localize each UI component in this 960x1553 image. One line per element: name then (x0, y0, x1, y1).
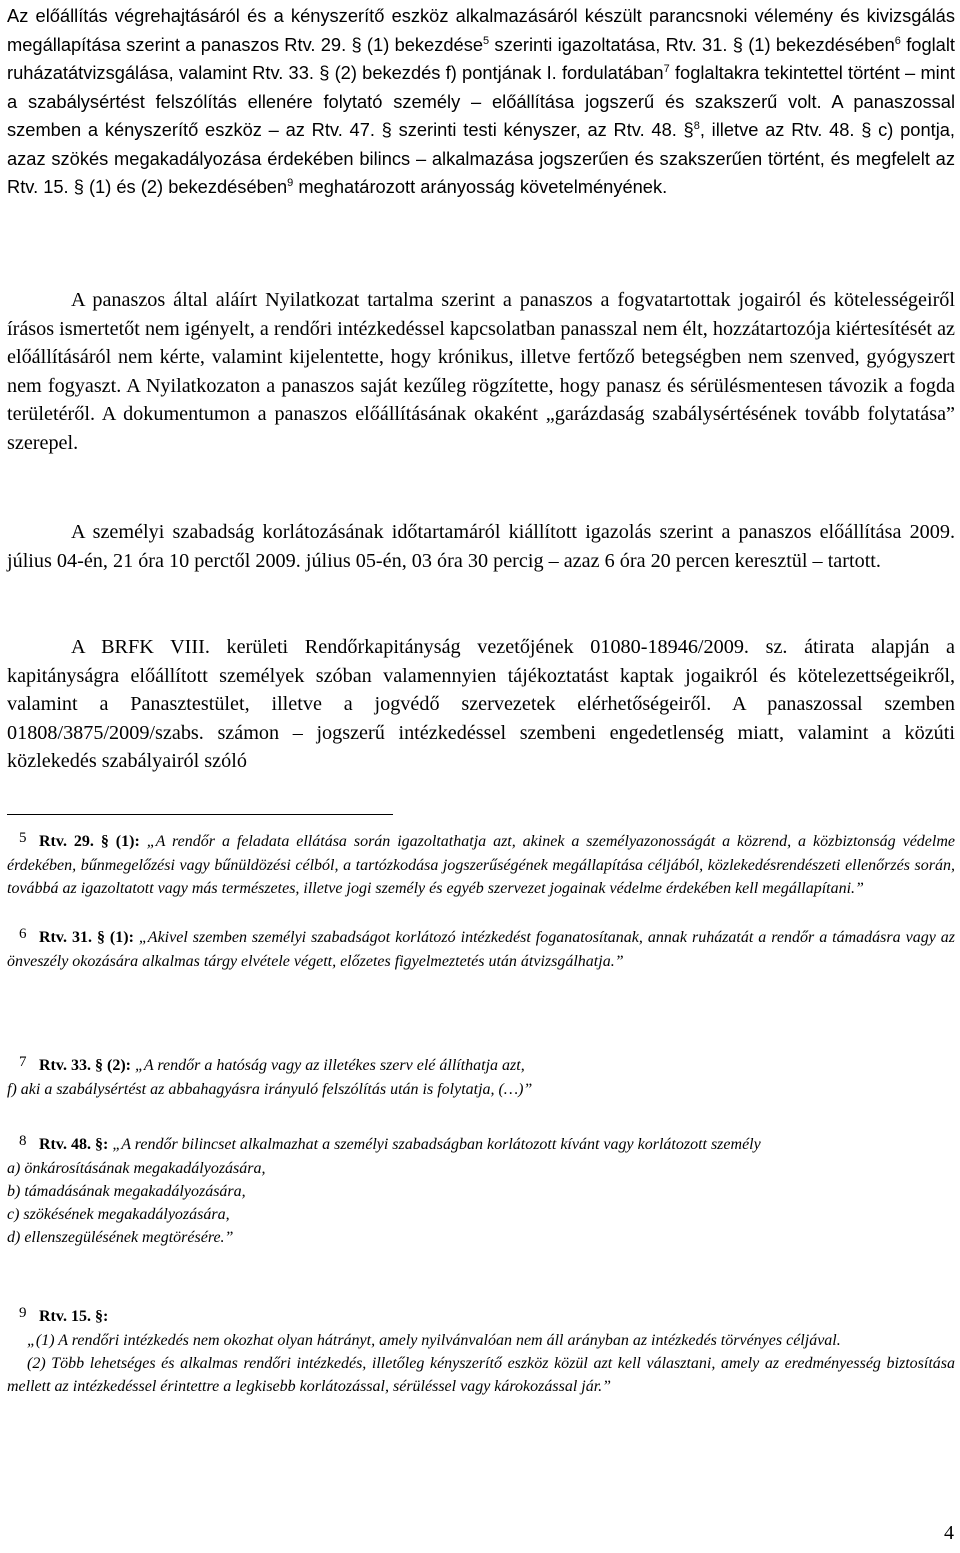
footnote-ref-9[interactable]: 9 (287, 176, 294, 189)
footnote-text: f) aki a szabálysértést az abbahagyásra irányuló felszólítás után is folytatja, (…)” (7, 1081, 533, 1098)
footnote-ref-8[interactable]: 8 (693, 119, 700, 132)
footnote-9 (7, 1305, 955, 1398)
footnote-text: „A rendőr a hatóság vagy az illetékes szerv elé állíthatja azt, (130, 1057, 525, 1074)
footnote-item: d) ellenszegülésének megtörésére.” (7, 1229, 234, 1246)
footnote-item: „(1) A rendőri intézkedés nem okozhat olyan hátrányt, amely nyilvánvalóan nem áll arányban az intézkedés törvényes céljával. (27, 1332, 841, 1349)
footnote-ref: Rtv. 48. §: (39, 1136, 109, 1153)
footnote-ref-7[interactable]: 7 (663, 62, 670, 75)
footnote-8 (7, 1133, 955, 1249)
footnote-mark: 9 (19, 1305, 27, 1321)
footnote-text: „A rendőr a feladata ellátása során igazoltathatja azt, akinek a személyazonosságát a közrend, a közbiztonság védelme érdekében, bűnmegelőzési vagy bűnüldözési célból, a tartózkodása jogszerűségének megállapítása céljából, közlekedésrendészeti ellenőrzés során, továbbá az igazoltatott vagy más természetes, illetve jogi személy és egyéb szervezet jogainak védelme érdekében kell megállapítani.” (7, 833, 955, 897)
footnote-separator (7, 814, 393, 815)
footnote-item: (2) Több lehetséges és alkalmas rendőri intézkedés, illetőleg kényszerítő eszköz közül azt kell választani, amely az eredményesség biztosítása mellett az intézkedéssel érintettre a legkisebb korlátozással, sérüléssel vagy károkozással jár.” (7, 1355, 955, 1395)
footnote-ref: Rtv. 33. § (2): (39, 1057, 131, 1074)
paragraph-declaration: A panaszos által aláírt Nyilatkozat tartalma szerint a panaszos a fogvatartottak jogairól és kötelességeiről írásos ismertetőt nem igényelt, a rendőri intézkedéssel kapcsolatban panasszal nem élt, hozzátartozója kiértesítését az előállításáról nem kérte, valamint kijelentette, hogy krónikus, illetve fertőző betegségben nem szenved, gyógyszert nem fogyaszt. A Nyilatkozaton a panaszos saját kezűleg rögzítette, hogy panasz és sérülésmentesen távozik a fogda területéről. A dokumentumon a panaszos előállításának okaként „garázdaság szabálysértésének tovább folytatása” szerepel. (7, 289, 955, 454)
footnote-7 (7, 1054, 955, 1101)
footnote-item: b) támadásának megakadályozására, (7, 1183, 246, 1200)
paragraph-commander-opinion: Az előállítás végrehajtásáról és a kényszerítő eszköz alkalmazásáról készült parancsnoki vélemény és kivizsgálás megállapítása szerint a panaszos Rtv. 29. § (1) bekezdése$^5$ szerinti igazoltatása, Rtv. 31. § (1) bekezdésében$^6$ foglalt ruházatátvizsgálása, valamint Rtv. 33. § (2) bekezdés f) pontjának I. fordulatában$^7$ foglaltakra tekintettel történt – mint a szabálysértést felszólítás ellenére folytató személy – előállítása jogszerű és szakszerű volt. A panaszossal szemben a kényszerítő eszköz – az Rtv. 47. § szerinti testi kényszer, az Rtv. 48. §$^8$, illetve az Rtv. 48. § c) pontja, azaz szökés megakadályozása érdekében bilincs – alkalmazása jogszerűen és szakszerűen történt, és megfelelt az Rtv. 15. § (1) és (2) bekezdésében$^9$ meghatározott arányosság követelményének. (7, 5, 955, 197)
footnote-ref-6[interactable]: 6 (894, 34, 901, 47)
footnote-mark: 6 (19, 926, 27, 942)
footnote-ref: Rtv. 31. § (1): (39, 929, 134, 946)
footnote-mark: 8 (19, 1133, 27, 1149)
paragraph-brfk-transcript: A BRFK VIII. kerületi Rendőrkapitányság vezetőjének 01080-18946/2009. sz. átirata alapján a kapitányságra előállított személyek szóban valamennyien tájékoztatást kaptak jogaikról és kötelezettségeikről, valamint a Panasztestület, illetve a jogvédő szervezetek elérhetőségeiről. A panaszossal szemben 01808/3875/2009/szabs. számon – jogszerű intézkedéssel szembeni engedetlenség miatt, valamint a közúti közlekedés szabályairól szóló (7, 636, 955, 772)
footnote-ref-5[interactable]: 5 (483, 34, 490, 47)
footnote-text: „A rendőr bilincset alkalmazhat a személyi szabadságban korlátozott kívánt vagy korlátozott személy (108, 1136, 761, 1153)
paragraph-detention-duration: A személyi szabadság korlátozásának időtartamáról kiállított igazolás szerint a panaszos előállítása 2009. július 04-én, 21 óra 10 perctől 2009. július 05-én, 03 óra 30 percig – azaz 6 óra 20 percen keresztül – tartott. (7, 521, 955, 572)
footnote-text: „Akivel szemben személyi szabadságot korlátozó intézkedést foganatosítanak, annak ruházatát a rendőr a támadásra vagy az önveszély okozására alkalmas tárgy elvétele végett, előzetes figyelmeztetés után átvizsgálhatja.” (7, 929, 956, 970)
footnote-item: a) önkárosításának megakadályozására, (7, 1160, 266, 1177)
footnote-5 (7, 830, 955, 900)
footnote-ref: Rtv. 15. §: (39, 1308, 109, 1325)
footnote-item: c) szökésének megakadályozására, (7, 1206, 230, 1223)
page-number: 4 (944, 1522, 954, 1544)
footnote-ref: Rtv. 29. § (1): (39, 833, 140, 850)
footnote-6 (7, 926, 955, 973)
footnote-mark: 7 (19, 1054, 27, 1070)
footnote-mark: 5 (19, 830, 27, 846)
